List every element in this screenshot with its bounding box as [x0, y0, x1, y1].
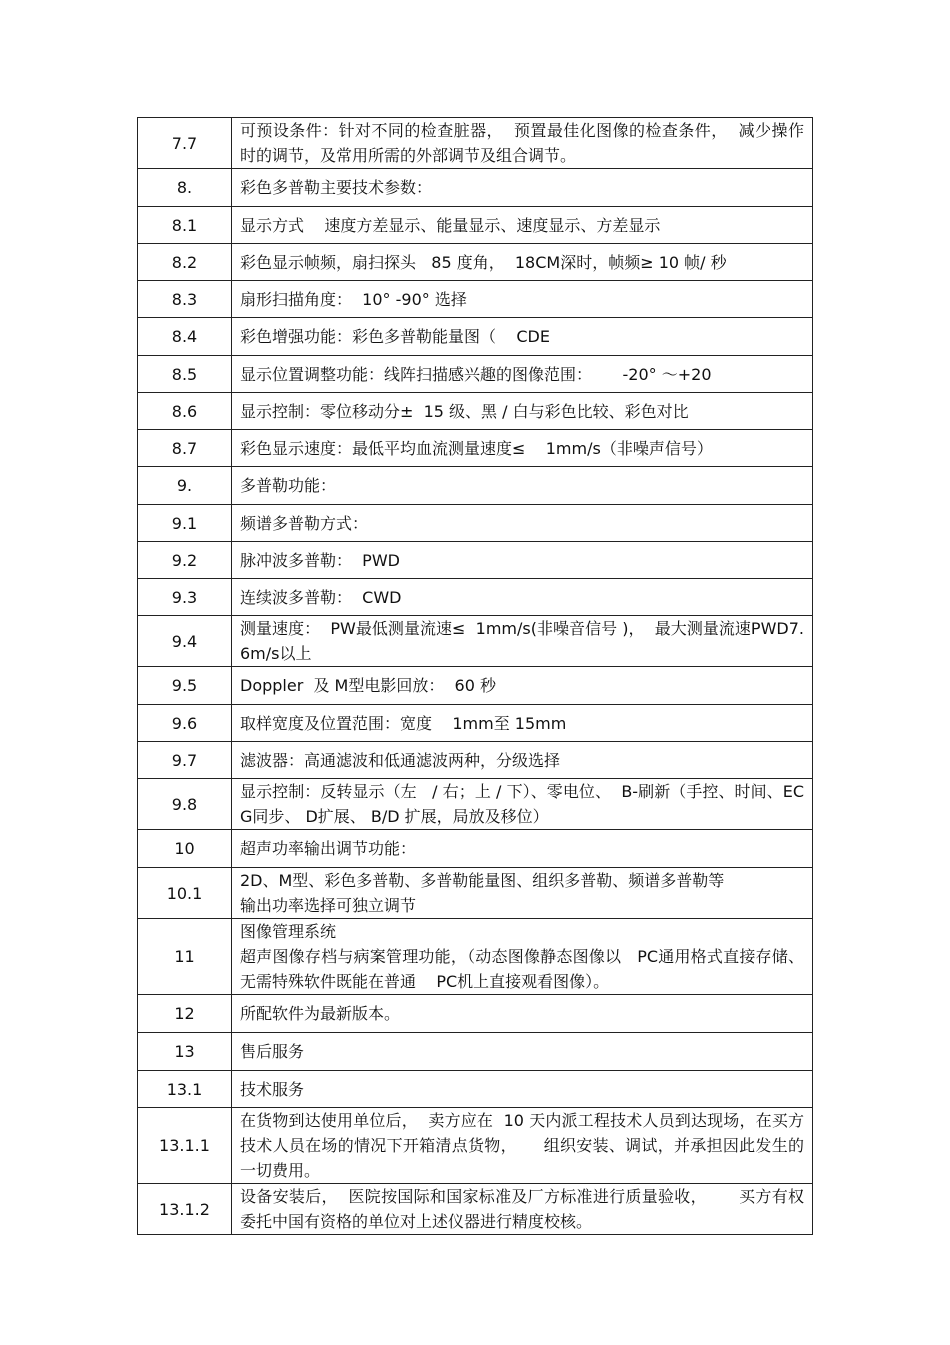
row-number: 9.1: [138, 505, 232, 542]
row-description: 滤波器：高通滤波和低通滤波两种，分级选择: [232, 742, 813, 779]
row-number: 9.4: [138, 616, 232, 667]
row-number: 10.1: [138, 868, 232, 919]
table-row: [138, 505, 813, 542]
row-description: 技术服务: [232, 1071, 813, 1108]
table-row: [138, 207, 813, 244]
row-description: 彩色显示速度：最低平均血流测量速度≤ 1mm/s（非噪声信号）: [232, 430, 813, 467]
table-row: [138, 667, 813, 705]
row-description: 2D、M型、彩色多普勒、多普勒能量图、组织多普勒、频谱多普勒等 输出功率选择可独立调节: [232, 868, 813, 919]
row-description: 扇形扫描角度： 10° -90° 选择: [232, 281, 813, 318]
row-number: 13.1.1: [138, 1108, 232, 1184]
table-row: [138, 318, 813, 356]
row-number: 8.7: [138, 430, 232, 467]
row-number: 9.6: [138, 705, 232, 742]
row-number: 9.7: [138, 742, 232, 779]
row-description: 取样宽度及位置范围：宽度 1mm至 15mm: [232, 705, 813, 742]
table-row: [138, 868, 813, 919]
table-row: [138, 169, 813, 207]
table-row: [138, 430, 813, 467]
row-description: 连续波多普勒： CWD: [232, 579, 813, 616]
row-number: 9.5: [138, 667, 232, 705]
row-description: 显示控制：零位移动分± 15 级、黑 / 白与彩色比较、彩色对比: [232, 393, 813, 430]
row-number: 13.1.2: [138, 1184, 232, 1235]
row-description: 测量速度： PW最低测量流速≤ 1mm/s(非噪音信号 )， 最大测量流速PWD7.6m/s以上: [232, 616, 813, 667]
spec-table-body: [138, 118, 813, 1235]
table-row: [138, 779, 813, 830]
table-row: [138, 1071, 813, 1108]
table-row: [138, 1184, 813, 1235]
row-number: 13.1: [138, 1071, 232, 1108]
row-description: 图像管理系统 超声图像存档与病案管理功能，（动态图像静态图像以 PC通用格式直接存储、无需特殊软件既能在普通 PC机上直接观看图像）。: [232, 919, 813, 995]
table-row: [138, 281, 813, 318]
table-row: [138, 919, 813, 995]
row-description: 超声功率输出调节功能：: [232, 830, 813, 868]
row-description: 可预设条件：针对不同的检查脏器， 预置最佳化图像的检查条件， 减少操作时的调节，及常用所需的外部调节及组合调节。: [232, 118, 813, 169]
table-row: [138, 393, 813, 430]
row-number: 12: [138, 995, 232, 1033]
table-row: [138, 830, 813, 868]
table-row: [138, 542, 813, 579]
row-description: 频谱多普勒方式：: [232, 505, 813, 542]
row-description: 显示方式 速度方差显示、能量显示、速度显示、方差显示: [232, 207, 813, 244]
row-number: 9.3: [138, 579, 232, 616]
row-number: 8.3: [138, 281, 232, 318]
row-number: 9.2: [138, 542, 232, 579]
table-row: [138, 356, 813, 393]
row-number: 8.4: [138, 318, 232, 356]
table-row: [138, 742, 813, 779]
table-row: [138, 1033, 813, 1071]
spec-table: [137, 117, 813, 1235]
row-number: 7.7: [138, 118, 232, 169]
row-description: 显示位置调整功能：线阵扫描感兴趣的图像范围： -20° ～+20: [232, 356, 813, 393]
table-row: [138, 579, 813, 616]
row-description: 彩色多普勒主要技术参数：: [232, 169, 813, 207]
table-row: [138, 1108, 813, 1184]
table-row: [138, 467, 813, 505]
row-number: 9.8: [138, 779, 232, 830]
row-number: 8.2: [138, 244, 232, 281]
row-description: 彩色显示帧频，扇扫探头 85 度角， 18CM深时，帧频≥ 10 帧/ 秒: [232, 244, 813, 281]
row-number: 8.6: [138, 393, 232, 430]
row-number: 9.: [138, 467, 232, 505]
table-row: [138, 995, 813, 1033]
row-number: 10: [138, 830, 232, 868]
table-row: [138, 244, 813, 281]
row-number: 8.1: [138, 207, 232, 244]
row-description: 所配软件为最新版本。: [232, 995, 813, 1033]
row-description: 显示控制：反转显示（左 / 右；上 / 下）、零电位、 B-刷新（手控、时间、ECG同步、 D扩展、 B/D 扩展，局放及移位）: [232, 779, 813, 830]
row-description: 彩色增强功能：彩色多普勒能量图（ CDE: [232, 318, 813, 356]
row-description: 售后服务: [232, 1033, 813, 1071]
row-description: Doppler 及 M型电影回放： 60 秒: [232, 667, 813, 705]
row-number: 13: [138, 1033, 232, 1071]
row-number: 11: [138, 919, 232, 995]
table-row: [138, 616, 813, 667]
row-description: 脉冲波多普勒： PWD: [232, 542, 813, 579]
table-row: [138, 705, 813, 742]
row-description: 在货物到达使用单位后， 卖方应在 10 天内派工程技术人员到达现场，在买方技术人员在场的情况下开箱清点货物， 组织安装、调试，并承担因此发生的一切费用。: [232, 1108, 813, 1184]
row-description: 多普勒功能：: [232, 467, 813, 505]
table-row: [138, 118, 813, 169]
row-description: 设备安装后， 医院按国际和国家标准及厂方标准进行质量验收， 买方有权委托中国有资格的单位对上述仪器进行精度校核。: [232, 1184, 813, 1235]
row-number: 8.5: [138, 356, 232, 393]
row-number: 8.: [138, 169, 232, 207]
